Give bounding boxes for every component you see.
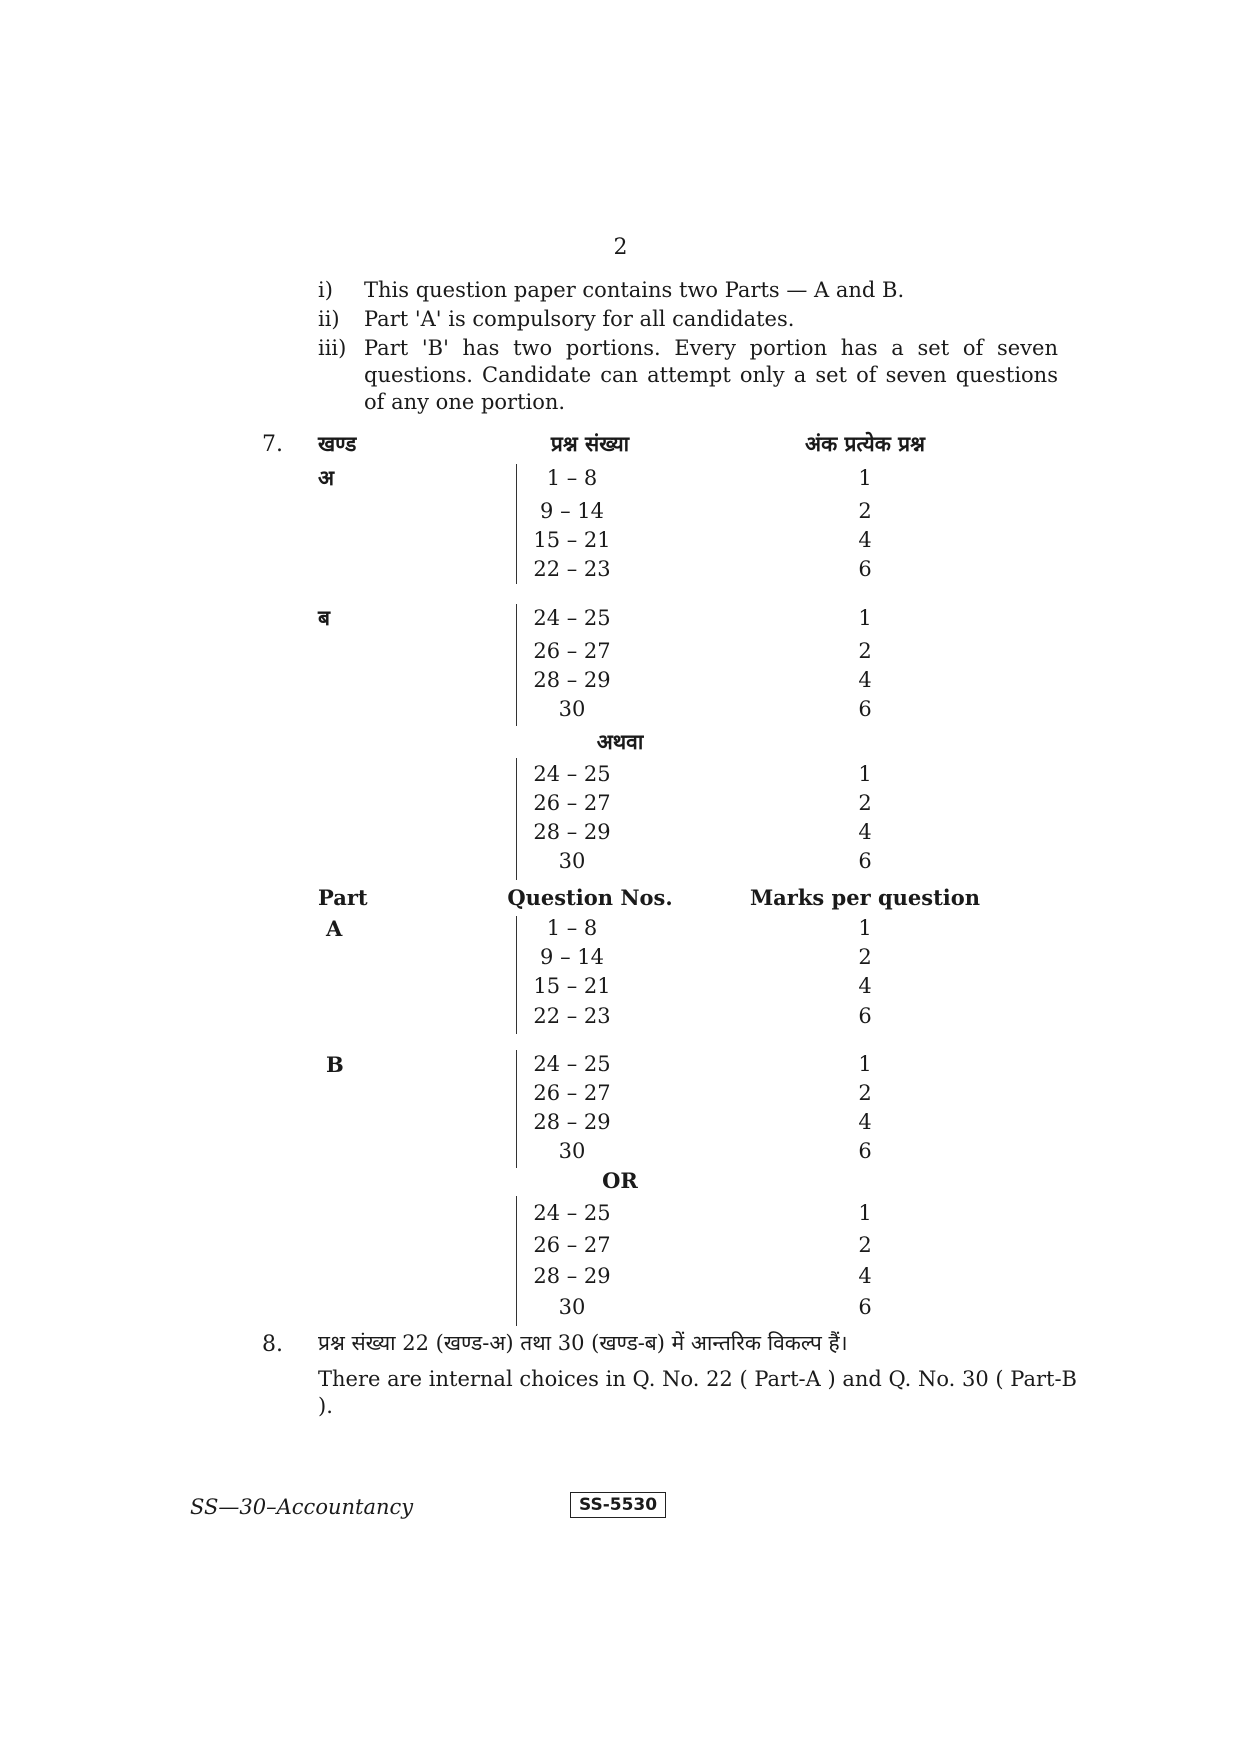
question-range: 30	[558, 1295, 586, 1319]
instruction-label: ii)	[318, 307, 340, 331]
question-range: 22 – 23	[533, 557, 611, 581]
marks-value: 4	[858, 668, 872, 692]
marks-value: 4	[858, 1264, 872, 1288]
item-8-number: 8.	[262, 1332, 283, 1357]
hindi-header-question: प्रश्न संख्या	[550, 431, 630, 456]
question-range: 22 – 23	[533, 1004, 611, 1028]
marks-value: 2	[858, 791, 872, 815]
hindi-header-marks: अंक प्रत्येक प्रश्न	[805, 431, 925, 456]
marks-value: 4	[858, 528, 872, 552]
question-range: 15 – 21	[533, 528, 611, 552]
english-header-marks: Marks per question	[749, 885, 981, 910]
marks-value: 6	[858, 1295, 872, 1319]
question-range: 28 – 29	[533, 1110, 611, 1134]
marks-value: 6	[858, 697, 872, 721]
marks-value: 4	[858, 974, 872, 998]
hindi-part-b-label: ब	[318, 605, 330, 630]
question-range: 28 – 29	[533, 820, 611, 844]
item-7-number: 7.	[262, 432, 283, 457]
question-range: 9 – 14	[540, 945, 604, 969]
question-range: 28 – 29	[533, 668, 611, 692]
footer-subject: SS—30–Accountancy	[190, 1495, 414, 1519]
question-range: 26 – 27	[533, 639, 611, 663]
question-range: 26 – 27	[533, 1081, 611, 1105]
marks-value: 2	[858, 639, 872, 663]
question-range: 30	[558, 849, 586, 873]
marks-value: 6	[858, 557, 872, 581]
question-range: 26 – 27	[533, 1233, 611, 1257]
marks-value: 6	[858, 849, 872, 873]
marks-value: 2	[858, 499, 872, 523]
hindi-part-a-label: अ	[318, 465, 335, 490]
marks-value: 1	[858, 606, 872, 630]
question-range: 26 – 27	[533, 791, 611, 815]
question-range: 24 – 25	[533, 762, 611, 786]
english-header-question: Question Nos.	[507, 885, 673, 910]
marks-value: 2	[858, 1081, 872, 1105]
marks-value: 2	[858, 1233, 872, 1257]
question-range: 1 – 8	[546, 466, 598, 490]
question-range: 30	[558, 1139, 586, 1163]
item-8-hindi-text: प्रश्न संख्या 22 (खण्ड-अ) तथा 30 (खण्ड-ब) में आन्तरिक विकल्प हैं।	[318, 1331, 848, 1355]
marks-value: 1	[858, 762, 872, 786]
question-range: 24 – 25	[533, 606, 611, 630]
marks-value: 1	[858, 1052, 872, 1076]
marks-value: 6	[858, 1139, 872, 1163]
instruction-label: i)	[318, 278, 333, 302]
marks-value: 1	[858, 916, 872, 940]
item-8-english-text: There are internal choices in Q. No. 22 ( Part-A ) and Q. No. 30 ( Part-B ).	[318, 1367, 1077, 1418]
question-range: 30	[558, 697, 586, 721]
english-header-part: Part	[318, 885, 368, 910]
question-range: 24 – 25	[533, 1052, 611, 1076]
marks-value: 4	[858, 820, 872, 844]
marks-value: 4	[858, 1110, 872, 1134]
page-number: 2	[613, 235, 628, 260]
marks-value: 1	[858, 466, 872, 490]
english-part-b-label: B	[326, 1052, 344, 1077]
question-range: 1 – 8	[546, 916, 598, 940]
or-divider-hindi: अथवा	[596, 729, 644, 754]
instruction-label: iii)	[318, 336, 347, 360]
marks-value: 6	[858, 1004, 872, 1028]
footer-paper-code: SS-5530	[570, 1492, 666, 1518]
marks-value: 2	[858, 945, 872, 969]
hindi-header-part: खण्ड	[318, 431, 357, 456]
marks-value: 1	[858, 1201, 872, 1225]
instruction-text: Part 'B' has two portions. Every portion has a set of seven questions. Candidate can attempt only a set of seven questions of any one portion.	[364, 336, 1058, 414]
instruction-text: Part 'A' is compulsory for all candidates.	[364, 307, 795, 331]
or-divider-english: OR	[602, 1168, 638, 1193]
question-range: 9 – 14	[540, 499, 604, 523]
question-range: 24 – 25	[533, 1201, 611, 1225]
english-part-a-label: A	[326, 916, 343, 941]
question-range: 28 – 29	[533, 1264, 611, 1288]
question-range: 15 – 21	[533, 974, 611, 998]
instruction-text: This question paper contains two Parts — A and B.	[364, 278, 905, 302]
